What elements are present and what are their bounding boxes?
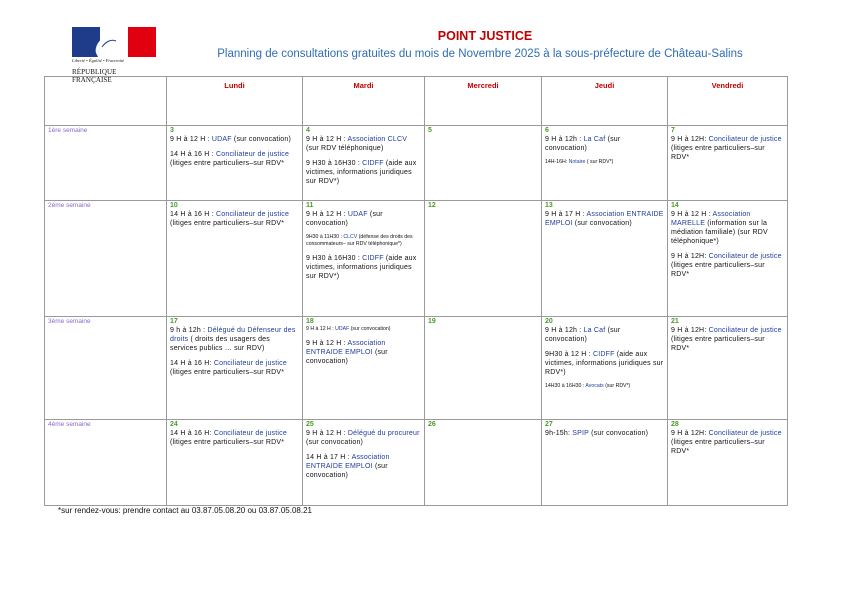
day-cell — [668, 201, 788, 317]
consultation-entry — [170, 429, 299, 447]
day-number: 24 — [170, 421, 178, 428]
day-cell — [303, 420, 425, 506]
entry-time: 14H30 à 16H30 : — [545, 383, 586, 389]
entry-organisation: Notaire — [568, 159, 586, 165]
day-number: 7 — [671, 127, 675, 134]
entry-organisation: Conciliateur de justice — [213, 360, 287, 367]
entry-organisation: Association ENTRAIDE EMPLOI — [545, 211, 664, 227]
day-number: 27 — [545, 421, 553, 428]
entry-details: (sur convocation) — [588, 430, 649, 437]
day-cell — [425, 317, 542, 420]
consultation-entry — [306, 429, 421, 447]
entry-organisation: UDAF — [211, 136, 232, 143]
consultation-entry — [545, 350, 664, 377]
entry-details: (sur convocation) — [306, 211, 383, 227]
entry-time: 9 H à 12 H : — [306, 211, 348, 218]
entry-time: 14 H à 16 H: — [170, 360, 214, 367]
day-number: 6 — [545, 127, 549, 134]
week-label: 4ème semaine — [45, 420, 167, 506]
entry-details: (litiges entre particuliers–sur RDV* — [170, 369, 285, 376]
consultation-entry — [170, 150, 299, 168]
entry-time: 9 H30 à 16H30 : — [306, 255, 363, 262]
entry-time: 14 H à 16 H: — [170, 430, 214, 437]
entry-organisation: Délégué du procureur — [347, 430, 420, 437]
entry-details: (aide aux victimes, informations juridiques sur RDV*) — [306, 255, 417, 280]
page-title: POINT JUSTICE — [437, 29, 533, 43]
day-cell — [668, 317, 788, 420]
day-number: 28 — [671, 421, 679, 428]
day-number: 14 — [671, 202, 679, 209]
day-cell — [668, 420, 788, 506]
entry-organisation: Association CLCV — [347, 136, 408, 143]
day-cell — [425, 420, 542, 506]
day-cell — [167, 317, 303, 420]
day-cell — [542, 126, 668, 201]
day-number: 11 — [306, 202, 314, 209]
consultation-entry — [170, 326, 299, 353]
day-cell — [425, 201, 542, 317]
column-header: Lundi — [167, 77, 303, 126]
entry-details: (sur convocation) — [349, 326, 391, 332]
column-header: Vendredi — [668, 77, 788, 126]
table-row — [45, 201, 788, 317]
entry-details: (sur convocation) — [306, 439, 364, 446]
entry-details: (sur convocation) — [545, 327, 621, 343]
day-number: 17 — [170, 318, 178, 325]
entry-time: 9 H à 12H: — [671, 327, 709, 334]
entry-time: 9 H à 12 H : — [306, 136, 348, 143]
entry-time: 9 H à 12 H : — [306, 340, 348, 347]
consultation-entry — [545, 159, 664, 166]
day-number: 3 — [170, 127, 174, 134]
consultation-entry — [545, 326, 664, 344]
entry-details: (litiges entre particuliers–sur RDV* — [170, 220, 285, 227]
consultation-entry — [306, 453, 421, 480]
entry-organisation: Association ENTRAIDE EMPLOI — [306, 454, 390, 470]
consultation-entry — [545, 210, 664, 228]
day-number: 13 — [545, 202, 553, 209]
week-label: 1ère semaine — [45, 126, 167, 201]
entry-time: 9 H à 12h : — [545, 136, 584, 143]
entry-time: 14 H à 16 H : — [170, 151, 216, 158]
day-cell — [542, 317, 668, 420]
consultation-entry — [306, 234, 421, 248]
consultation-entry — [671, 326, 784, 353]
entry-time: 9 H à 12h : — [545, 327, 584, 334]
entry-details: (litiges entre particuliers–sur RDV* — [170, 439, 285, 446]
entry-details: (litiges entre particuliers–sur RDV* — [671, 336, 765, 352]
consultation-entry — [671, 210, 784, 246]
entry-time: 14 H à 17 H : — [306, 454, 352, 461]
consultation-entry — [545, 135, 664, 153]
entry-details: (litiges entre particuliers–sur RDV* — [671, 145, 765, 161]
day-cell — [303, 126, 425, 201]
consultation-entry — [671, 252, 784, 279]
day-cell — [303, 201, 425, 317]
column-header: Mardi — [303, 77, 425, 126]
consultation-entry — [306, 339, 421, 366]
day-number: 4 — [306, 127, 310, 134]
entry-organisation: Conciliateur de justice — [216, 211, 290, 218]
entry-organisation: Conciliateur de justice — [216, 151, 290, 158]
consultation-entry — [545, 429, 664, 438]
entry-details: (sur convocation) — [572, 220, 632, 227]
day-cell — [542, 201, 668, 317]
day-cell — [542, 420, 668, 506]
day-number: 5 — [428, 127, 432, 134]
entry-organisation: Association MARELLE — [671, 211, 751, 227]
day-number: 12 — [428, 202, 436, 209]
entry-organisation: SPIP — [572, 430, 589, 437]
entry-organisation: Conciliateur de justice — [708, 430, 782, 437]
entry-organisation: CLCV — [343, 234, 358, 240]
week-label: 2ème semaine — [45, 201, 167, 317]
entry-details: (sur convocation) — [306, 463, 388, 479]
entry-organisation: Délégué du Défenseur des droits — [170, 327, 296, 343]
entry-details: ( droits des usagers des services publics … sur RDV) — [170, 336, 270, 352]
entry-organisation: UDAF — [347, 211, 368, 218]
entry-details: (aide aux victimes, informations juridiques sur RDV*) — [545, 351, 664, 376]
day-cell — [167, 126, 303, 201]
entry-organisation: UDAF — [335, 326, 350, 332]
day-cell — [668, 126, 788, 201]
consultation-entry — [545, 383, 664, 390]
entry-organisation: La Caf — [583, 136, 606, 143]
entry-details: ( sur RDV*) — [585, 159, 614, 165]
column-header: Mercredi — [425, 77, 542, 126]
entry-organisation: Conciliateur de justice — [708, 136, 782, 143]
table-row — [45, 126, 788, 201]
day-cell — [425, 126, 542, 201]
entry-organisation: CIDFF — [362, 160, 384, 167]
entry-details: (défense des droits des consommateurs– sur RDV téléphonique*) — [306, 234, 413, 247]
entry-organisation: Conciliateur de justice — [708, 327, 782, 334]
entry-time: 14 H à 16 H : — [170, 211, 216, 218]
consultation-entry — [306, 135, 421, 153]
motto: Liberté • Égalité • Fraternité — [72, 58, 125, 63]
entry-details: (litiges entre particuliers–sur RDV* — [170, 160, 285, 167]
day-cell — [167, 420, 303, 506]
entry-organisation: Conciliateur de justice — [213, 430, 287, 437]
entry-organisation: Avocats — [585, 383, 604, 389]
table-header-row — [45, 77, 788, 126]
entry-organisation: La Caf — [583, 327, 606, 334]
consultation-entry — [170, 135, 299, 144]
consultation-entry — [671, 429, 784, 456]
day-number: 18 — [306, 318, 314, 325]
entry-time: 9 H à 12 H : — [306, 326, 336, 332]
table-row — [45, 420, 788, 506]
corner-cell — [45, 77, 167, 126]
entry-time: 9 H à 12 H : — [306, 430, 348, 437]
entry-details: (sur RDV*) — [603, 383, 631, 389]
entry-time: 9h-15h: — [545, 430, 573, 437]
day-number: 26 — [428, 421, 436, 428]
day-cell — [167, 201, 303, 317]
entry-details: (aide aux victimes, informations juridiques sur RDV*) — [306, 160, 417, 185]
entry-time: 9H30 à 11H30 : — [306, 234, 344, 240]
entry-time: 9 H à 12H: — [671, 430, 709, 437]
entry-details: (sur RDV téléphonique) — [306, 145, 384, 152]
entry-time: 9 H30 à 16H30 : — [306, 160, 363, 167]
entry-time: 9 H à 17 H : — [545, 211, 587, 218]
page-subtitle: Planning de consultations gratuites du mois de Novembre 2025 à la sous-préfecture de Château-Salins — [217, 48, 743, 60]
entry-organisation: CIDFF — [362, 255, 384, 262]
column-header: Jeudi — [542, 77, 668, 126]
entry-details: (sur convocation) — [306, 349, 388, 365]
week-label: 3ème semaine — [45, 317, 167, 420]
day-cell — [303, 317, 425, 420]
day-number: 10 — [170, 202, 178, 209]
consultation-entry — [306, 159, 421, 186]
entry-details: (information sur la médiation familiale) (sur RDV téléphonique*) — [671, 220, 768, 245]
day-number: 25 — [306, 421, 314, 428]
entry-details: (sur convocation) — [231, 136, 291, 143]
entry-organisation: Conciliateur de justice — [708, 253, 782, 260]
table-row — [45, 317, 788, 420]
entry-time: 9 H à 12 H : — [671, 211, 713, 218]
republic-name: RÉPUBLIQUE FRANÇAISE — [72, 68, 117, 84]
consultation-entry — [170, 210, 299, 228]
entry-time: 9H30 à 12 H : — [545, 351, 593, 358]
entry-organisation: Association ENTRAIDE EMPLOI — [306, 340, 386, 356]
entry-details: (litiges entre particuliers–sur RDV* — [671, 439, 765, 455]
footer-note: *sur rendez-vous: prendre contact au 03.87.05.08.20 ou 03.87.05.08.21 — [58, 506, 312, 515]
entry-time: 14H-16H: — [545, 159, 569, 165]
entry-details: (litiges entre particuliers–sur RDV* — [671, 262, 765, 278]
day-number: 21 — [671, 318, 679, 325]
entry-time: 9 H à 12H: — [671, 136, 709, 143]
entry-organisation: CIDFF — [592, 351, 615, 358]
day-number: 20 — [545, 318, 553, 325]
entry-time: 9 H à 12 H : — [170, 136, 212, 143]
entry-details: (sur convocation) — [545, 136, 621, 152]
planning-table — [44, 76, 788, 506]
consultation-entry — [306, 326, 421, 333]
entry-time: 9 h à 12h : — [170, 327, 208, 334]
consultation-entry — [671, 135, 784, 162]
consultation-entry — [306, 210, 421, 228]
entry-time: 9 H à 12H: — [671, 253, 709, 260]
day-number: 19 — [428, 318, 436, 325]
marianne-flag-icon — [72, 27, 156, 57]
consultation-entry — [170, 359, 299, 377]
consultation-entry — [306, 254, 421, 281]
